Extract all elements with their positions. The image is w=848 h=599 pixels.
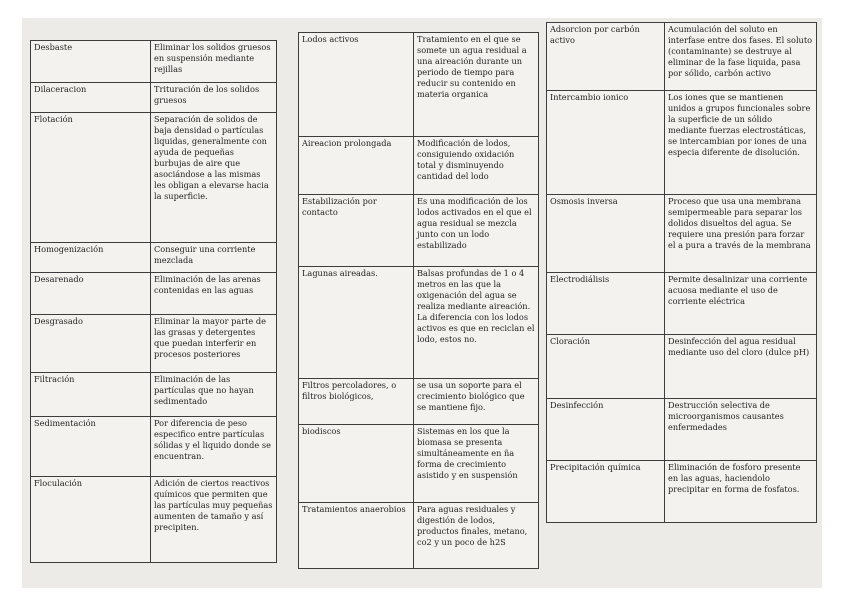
- description-cell: Sistemas en los que la biomasa se presenta simultáneamente en ña forma de crecimiento asistido y en suspensión: [414, 425, 539, 503]
- description-cell: Permite desalinizar una corriente acuosa mediante el uso de corriente eléctrica: [665, 273, 817, 335]
- term-cell: Precipitación química: [547, 461, 665, 523]
- description-cell: Tratamiento en el que se somete un agua residual a una aireación durante un periodo de tiempo para reducir su contenido en materia organica: [414, 33, 539, 137]
- table-row: [547, 273, 817, 335]
- term-cell: Osmosis inversa: [547, 195, 665, 273]
- description-cell: Eliminar los solidos gruesos en suspensión mediante rejillas: [151, 41, 277, 83]
- description-cell: Trituración de los solidos gruesos: [151, 83, 277, 113]
- term-cell: Adsorcion por carbón activo: [547, 23, 665, 91]
- table-row: [31, 113, 277, 243]
- term-cell: Desgrasado: [31, 315, 151, 373]
- table-row: [299, 425, 539, 503]
- table-row: [299, 137, 539, 195]
- description-cell: Desinfección del agua residual mediante uso del cloro (dulce pH): [665, 335, 817, 399]
- table-row: [31, 243, 277, 273]
- table-row: [547, 461, 817, 523]
- term-cell: Desbaste: [31, 41, 151, 83]
- table-row: [299, 267, 539, 379]
- description-cell: Balsas profundas de 1 o 4 metros en las que la oxigenación del agua se realiza mediante aireación. La diferencia con los lodos activos es que en reciclan el lodo, estos no.: [414, 267, 539, 379]
- description-cell: Separación de solidos de baja densidad o partículas liquidas, generalmente con ayuda de pequeñas burbujas de aire que asociándose a las mismas les obligan a elevarse hacia la superficie.: [151, 113, 277, 243]
- term-cell: Tratamientos anaerobios: [299, 503, 414, 569]
- table-row: [547, 335, 817, 399]
- description-cell: Eliminación de fosforo presente en las aguas, haciendolo precipitar en forma de fosfatos.: [665, 461, 817, 523]
- description-cell: Proceso que usa una membrana semipermeable para separar los dolidos disueltos del agua. Se requiere una presión para forzar el a pura a través de la membrana: [665, 195, 817, 273]
- term-cell: Electrodiálisis: [547, 273, 665, 335]
- table-row: [547, 195, 817, 273]
- table-row: [31, 315, 277, 373]
- term-cell: biodiscos: [299, 425, 414, 503]
- table-row: [299, 33, 539, 137]
- process-table-column-2: [298, 32, 539, 569]
- table-row: [31, 373, 277, 417]
- term-cell: Cloración: [547, 335, 665, 399]
- table-row: [31, 41, 277, 83]
- table-row: [299, 195, 539, 267]
- term-cell: Lagunas aireadas.: [299, 267, 414, 379]
- term-cell: Floculación: [31, 477, 151, 563]
- term-cell: Desinfección: [547, 399, 665, 461]
- process-table-column-1: [30, 40, 277, 563]
- term-cell: Desarenado: [31, 273, 151, 315]
- term-cell: Sedimentación: [31, 417, 151, 477]
- table-row: [31, 477, 277, 563]
- term-cell: Filtración: [31, 373, 151, 417]
- description-cell: Por diferencia de peso especifico entre partículas sólidas y el liquido donde se encuentran.: [151, 417, 277, 477]
- description-cell: Modificación de lodos, consiguiendo oxidación total y disminuyendo cantidad del lodo: [414, 137, 539, 195]
- term-cell: Flotación: [31, 113, 151, 243]
- term-cell: Lodos activos: [299, 33, 414, 137]
- description-cell: Eliminación de las arenas contenidas en las aguas: [151, 273, 277, 315]
- description-cell: Adición de ciertos reactivos químicos que permiten que las partículas muy pequeñas aumenten de tamaño y así precipiten.: [151, 477, 277, 563]
- term-cell: Homogenización: [31, 243, 151, 273]
- description-cell: se usa un soporte para el crecimiento biológico que se mantiene fijo.: [414, 379, 539, 425]
- description-cell: Acumulación del soluto en interfase entre dos fases. El soluto (contaminante) se destruye al eliminar de la fase liquida, pasa por sólido, carbón activo: [665, 23, 817, 91]
- description-cell: Los iones que se mantienen unidos a grupos funcionales sobre la superficie de un sólido mediante fuerzas electrostáticas, se intercambian por iones de una especia diferente de disolución.: [665, 91, 817, 195]
- table-row: [31, 273, 277, 315]
- term-cell: Aireacion prolongada: [299, 137, 414, 195]
- description-cell: Destrucción selectiva de microorganismos causantes enfermedades: [665, 399, 817, 461]
- description-cell: Para aguas residuales y digestión de lodos, productos finales, metano, co2 y un poco de h2S: [414, 503, 539, 569]
- description-cell: Conseguir una corriente mezclada: [151, 243, 277, 273]
- term-cell: Intercambio ionico: [547, 91, 665, 195]
- table-row: [31, 83, 277, 113]
- term-cell: Dilaceracion: [31, 83, 151, 113]
- term-cell: Filtros percoladores, o filtros biológicos,: [299, 379, 414, 425]
- description-cell: Eliminar la mayor parte de las grasas y detergentes que puedan interferir en procesos posteriores: [151, 315, 277, 373]
- table-row: [547, 91, 817, 195]
- table-row: [299, 503, 539, 569]
- table-row: [299, 379, 539, 425]
- process-table-column-3: [546, 22, 817, 523]
- description-cell: Es una modificación de los lodos activados en el que el agua residual se mezcla junto con un lodo estabilizado: [414, 195, 539, 267]
- description-cell: Eliminación de las partículas que no hayan sedimentado: [151, 373, 277, 417]
- table-row: [547, 23, 817, 91]
- table-row: [31, 417, 277, 477]
- term-cell: Estabilización por contacto: [299, 195, 414, 267]
- table-row: [547, 399, 817, 461]
